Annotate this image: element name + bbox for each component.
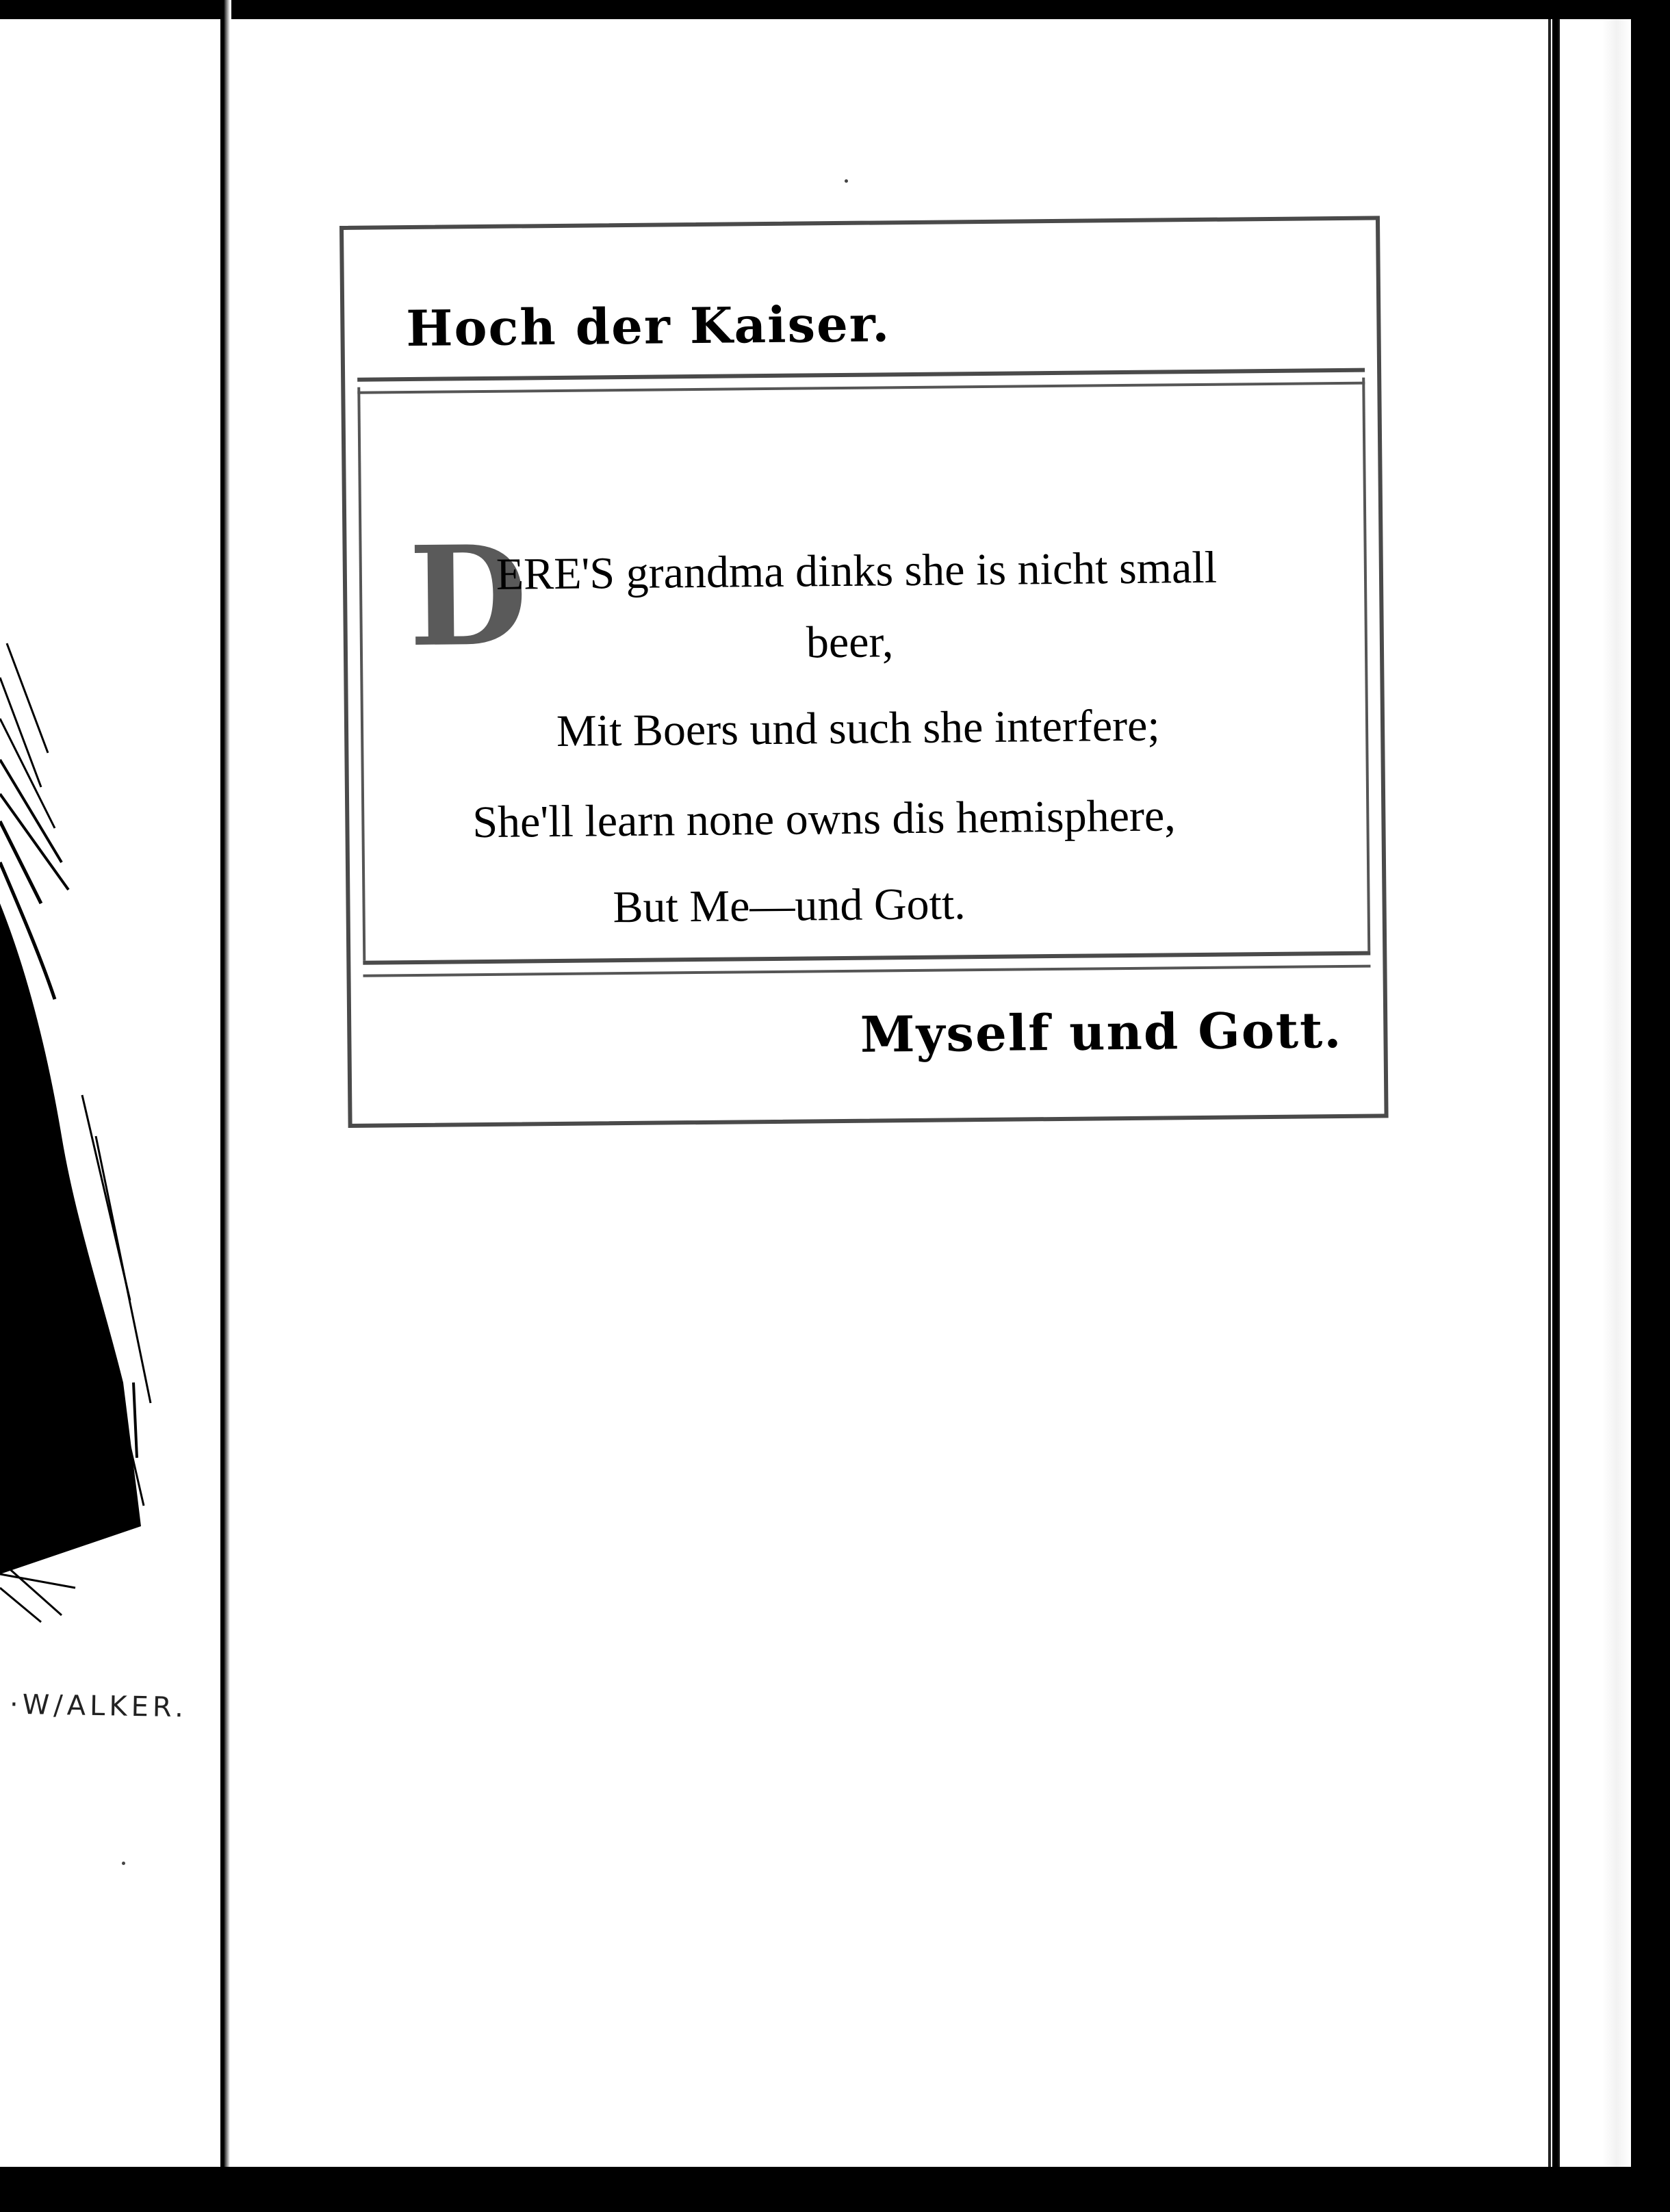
left-page — [0, 0, 226, 2212]
poem-line: ERE'S grandma dinks she is nicht small — [496, 542, 1218, 600]
drop-cap-letter: D — [408, 515, 528, 678]
poem-line: Mit Boers und such she interfere; — [556, 700, 1161, 756]
page-stack-edge — [1558, 19, 1631, 2167]
pen-sketch-illustration — [0, 616, 164, 1711]
page-edge-line — [1548, 19, 1551, 2167]
drop-cap — [408, 515, 528, 678]
scan-bottom-border — [0, 2167, 1670, 2212]
poem-line: She'll learn none owns dis hemisphere, — [472, 790, 1177, 848]
poem-frame — [339, 216, 1389, 1128]
poem-line: beer, — [806, 617, 894, 668]
poem-title: Hoch der Kaiser. — [406, 294, 891, 358]
scan-top-border — [0, 0, 1670, 19]
poem-closing: Myself und Gott. — [860, 1000, 1343, 1064]
artist-signature: ·W/ALKER. — [9, 1688, 188, 1724]
title-panel — [339, 216, 1381, 382]
poem-line: But Me—und Gott. — [613, 879, 966, 933]
paper-speck — [845, 179, 848, 183]
book-gutter — [220, 0, 231, 2212]
paper-speck — [122, 1862, 125, 1865]
